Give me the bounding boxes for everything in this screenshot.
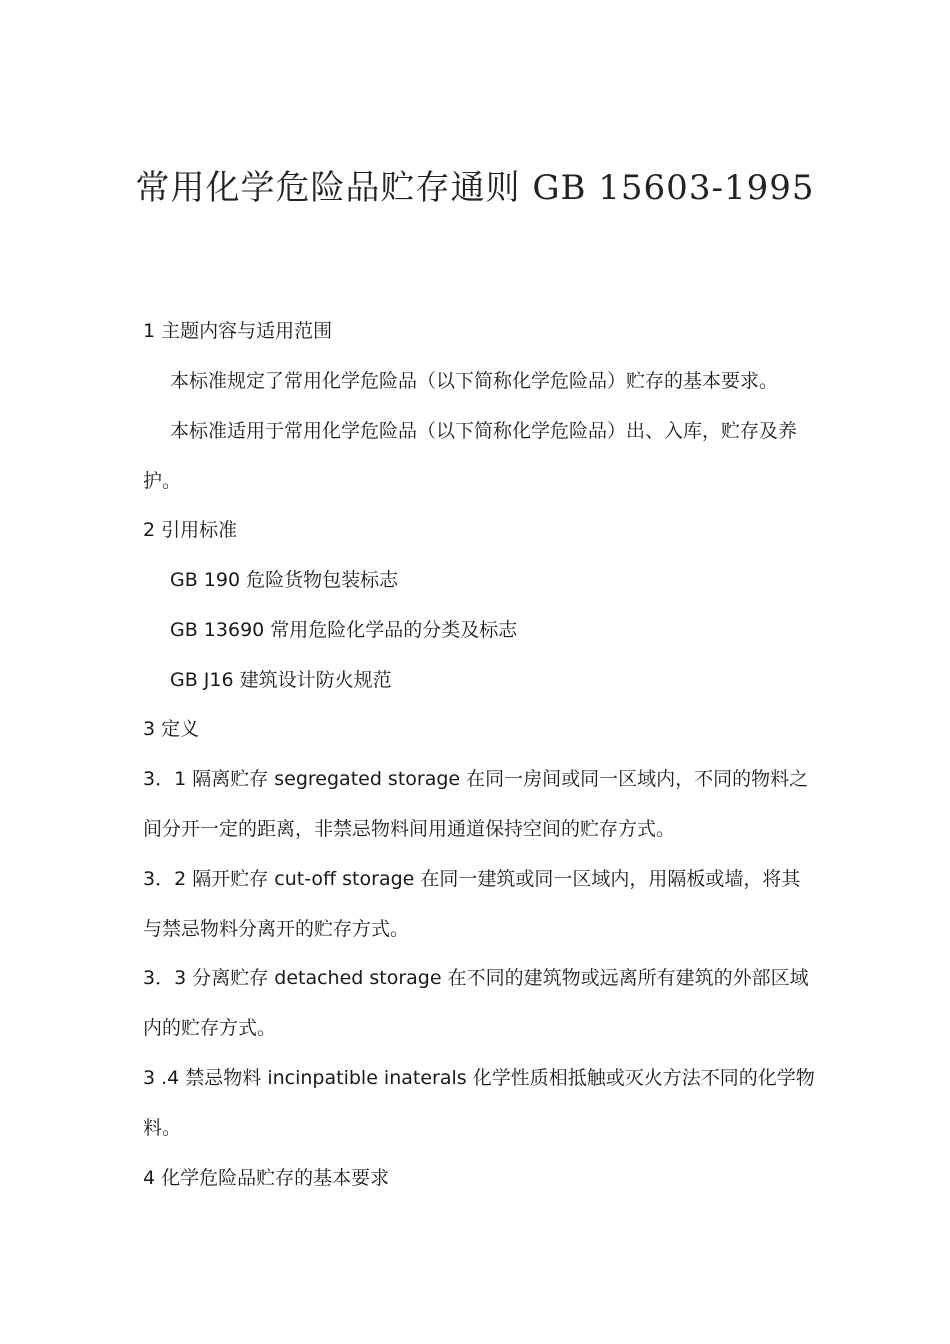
section-1-paragraph-2-line-2: 护。 <box>143 470 182 492</box>
definition-3-1-line-2: 间分开一定的距离，非禁忌物料间用通道保持空间的贮存方式。 <box>143 818 676 840</box>
definition-3-1-line-1: 3．1 隔离贮存 segregated storage 在同一房间或同一区域内，不同的物料之 <box>143 768 809 790</box>
reference-gb-190: GB 190 危险货物包装标志 <box>170 569 399 591</box>
definition-3-3-line-1: 3．3 分离贮存 detached storage 在不同的建筑物或远离所有建筑的外部区域 <box>143 967 809 989</box>
definition-3-2-line-2: 与禁忌物料分离开的贮存方式。 <box>143 918 410 940</box>
reference-gbj-16: GB J16 建筑设计防火规范 <box>170 669 392 691</box>
definition-3-3-line-2: 内的贮存方式。 <box>143 1017 277 1039</box>
definition-3-2-line-1: 3．2 隔开贮存 cut-off storage 在同一建筑或同一区域内，用隔板或墙，将其 <box>143 868 801 890</box>
definition-3-4-line-2: 料。 <box>143 1117 182 1139</box>
document-title: 常用化学危险品贮存通则 GB 15603-1995 <box>135 168 815 208</box>
section-3-heading: 3 定义 <box>143 718 200 740</box>
section-1-paragraph-1: 本标准规定了常用化学危险品（以下简称化学危险品）贮存的基本要求。 <box>170 370 779 392</box>
reference-gb-13690: GB 13690 常用危险化学品的分类及标志 <box>170 619 518 641</box>
definition-3-4-line-1: 3 .4 禁忌物料 incinpatible inaterals 化学性质相抵触或灭火方法不同的化学物 <box>143 1067 815 1089</box>
section-4-heading: 4 化学危险品贮存的基本要求 <box>143 1167 390 1189</box>
section-2-heading: 2 引用标准 <box>143 519 238 541</box>
section-1-heading: 1 主题内容与适用范围 <box>143 320 333 342</box>
section-1-paragraph-2-line-1: 本标准适用于常用化学危险品（以下简称化学危险品）出、入库，贮存及养 <box>170 420 798 442</box>
